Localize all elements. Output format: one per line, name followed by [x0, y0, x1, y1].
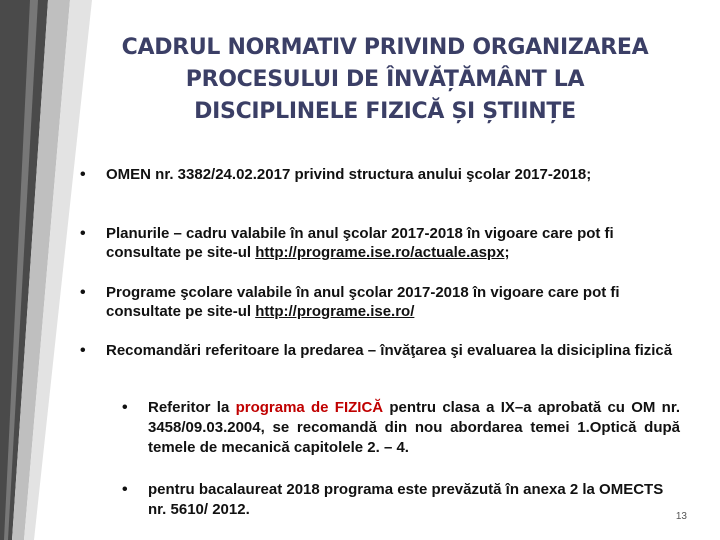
bullet-item-1 — [80, 165, 681, 184]
bullet-dot: • — [122, 399, 128, 416]
highlight-text: programa de FIZICĂ — [235, 399, 384, 416]
bullet-item-2 — [80, 224, 681, 262]
programe-link[interactable]: http://programe.ise.ro/ — [255, 303, 415, 320]
sub-bullet-text-before: Referitor la — [148, 399, 236, 416]
bullet-dot: • — [80, 166, 86, 183]
bullet-dot: • — [122, 481, 128, 498]
bullet-item-3 — [80, 283, 681, 321]
sub-bullet-text: pentru bacalaureat 2018 programa este prevăzută în anexa 2 la OMECTS nr. 5610/ 2012. — [148, 481, 664, 518]
title-line-3: DISCIPLINELE FIZICĂ ȘI ȘTIINȚE — [194, 99, 576, 124]
sub-bullet-item-2 — [122, 480, 680, 520]
bullet-text: Programe şcolare valabile în anul şcolar 2017-2018 în vigoare care pot fi consultate pe site-ul — [106, 284, 620, 320]
title-line-2: PROCESULUI DE ÎNVĂȚĂMÂNT LA — [185, 67, 585, 92]
bullet-text: Recomandări referitoare la predarea – învăţarea şi evaluarea la disiciplina fizică — [106, 342, 673, 359]
slide-number: 13 — [675, 511, 687, 522]
bullet-dot: • — [80, 284, 86, 301]
title-line-1: CADRUL NORMATIV PRIVIND ORGANIZAREA — [121, 35, 649, 60]
sub-bullet-item-1 — [122, 398, 681, 458]
bullet-dot: • — [80, 342, 86, 359]
bullet-dot: • — [80, 225, 86, 242]
bullet-text: OMEN nr. 3382/24.02.2017 privind structura anului şcolar 2017-2018; — [106, 166, 592, 183]
planuri-cadru-link[interactable]: http://programe.ise.ro/actuale.aspx — [255, 244, 505, 261]
bullet-suffix: ; — [504, 244, 510, 261]
bullet-item-4 — [80, 341, 681, 360]
sub-bullet-text-after: pentru clasa a IX–a aprobată cu OM nr. 3458/09.03.2004, se recomandă din nou abordarea temei 1.Optică după temele de mecanică capitolele 2. – 4. — [148, 399, 681, 456]
slide-title — [70, 32, 700, 128]
bullet-text: Planurile – cadru valabile în anul şcolar 2017-2018 în vigoare care pot fi consultate pe site-ul — [106, 225, 614, 261]
